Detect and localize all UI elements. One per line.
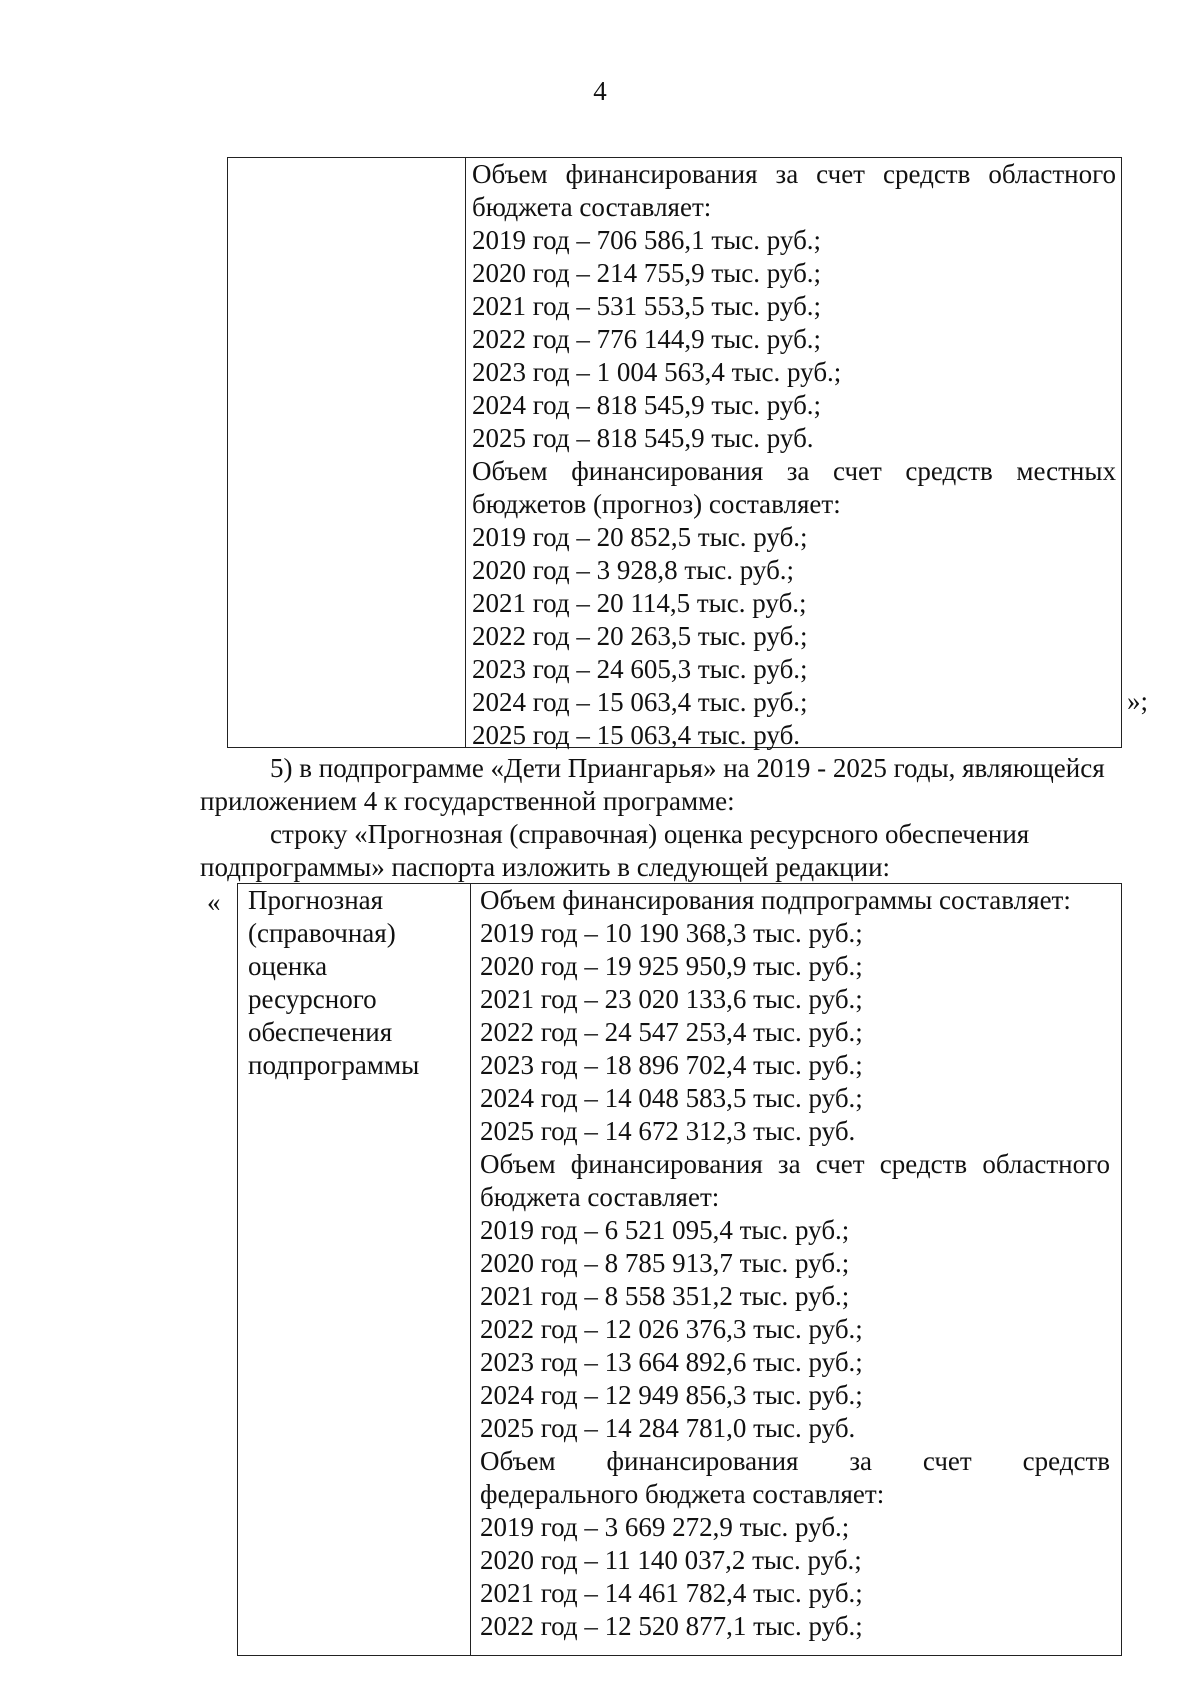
text-line: бюджетов (прогноз) составляет:: [472, 489, 841, 519]
text-line: строку «Прогнозная (справочная) оценка ресурсного обеспечения: [270, 819, 1030, 849]
text-line: 5) в подпрограмме «Дети Приангарья» на 2019 - 2025 годы, являющейся: [270, 753, 1105, 783]
table2-right-cell: [480, 884, 1110, 1643]
text-line: 2022 год – 20 263,5 тыс. руб.;: [472, 621, 808, 651]
text-line: 2024 год – 818 545,9 тыс. руб.;: [472, 390, 822, 420]
text-line: ресурсного: [248, 984, 377, 1014]
text-line: 2021 год – 23 020 133,6 тыс. руб.;: [480, 984, 863, 1014]
page-number: 4: [593, 76, 607, 106]
text-line: 2023 год – 24 605,3 тыс. руб.;: [472, 654, 808, 684]
text-line: бюджета составляет:: [480, 1182, 720, 1212]
paragraph-subprogram: [200, 752, 1150, 818]
table1-closing-quote: »;: [1127, 686, 1149, 716]
text-line: Объем финансирования за счет средств областного: [472, 159, 1116, 189]
table2-column-divider: [470, 883, 471, 1656]
text-line: 2023 год – 18 896 702,4 тыс. руб.;: [480, 1050, 863, 1080]
text-line: федерального бюджета составляет:: [480, 1479, 885, 1509]
text-line: 2019 год – 3 669 272,9 тыс. руб.;: [480, 1512, 850, 1542]
text-line: 2023 год – 1 004 563,4 тыс. руб.;: [472, 357, 842, 387]
text-line: обеспечения: [248, 1017, 393, 1047]
text-line: 2024 год – 12 949 856,3 тыс. руб.;: [480, 1380, 863, 1410]
text-line: 2019 год – 706 586,1 тыс. руб.;: [472, 225, 822, 255]
text-line: 2025 год – 14 672 312,3 тыс. руб.: [480, 1116, 856, 1146]
text-line: 2020 год – 11 140 037,2 тыс. руб.;: [480, 1545, 862, 1575]
text-line: 2024 год – 14 048 583,5 тыс. руб.;: [480, 1083, 863, 1113]
text-line: 2023 год – 13 664 892,6 тыс. руб.;: [480, 1347, 863, 1377]
text-line: (справочная): [248, 918, 396, 948]
text-line: 2021 год – 20 114,5 тыс. руб.;: [472, 588, 807, 618]
table1-right-cell: [472, 158, 1116, 752]
text-line: 2021 год – 8 558 351,2 тыс. руб.;: [480, 1281, 850, 1311]
text-line: 2019 год – 20 852,5 тыс. руб.;: [472, 522, 808, 552]
text-line: 2020 год – 19 925 950,9 тыс. руб.;: [480, 951, 863, 981]
text-line: 2024 год – 15 063,4 тыс. руб.;: [472, 687, 808, 717]
text-line: 2021 год – 531 553,5 тыс. руб.;: [472, 291, 822, 321]
text-line: 2022 год – 776 144,9 тыс. руб.;: [472, 324, 822, 354]
text-line: 2020 год – 8 785 913,7 тыс. руб.;: [480, 1248, 850, 1278]
text-line: Объем финансирования подпрограммы составляет:: [480, 885, 1071, 915]
text-line: 2019 год – 6 521 095,4 тыс. руб.;: [480, 1215, 850, 1245]
text-line: 2020 год – 3 928,8 тыс. руб.;: [472, 555, 795, 585]
text-line: 2025 год – 818 545,9 тыс. руб.: [472, 423, 814, 453]
text-line: Объем финансирования за счет средств: [480, 1446, 1110, 1476]
text-line: подпрограммы» паспорта изложить в следующей редакции:: [200, 852, 891, 882]
text-line: бюджета составляет:: [472, 192, 712, 222]
text-line: Прогнозная: [248, 885, 384, 915]
text-line: Объем финансирования за счет средств местных: [472, 456, 1116, 486]
table2-left-cell: [248, 884, 463, 1082]
text-line: 2025 год – 15 063,4 тыс. руб.: [472, 720, 801, 750]
table2-opening-quote: «: [207, 887, 221, 917]
table1-column-divider: [465, 157, 466, 748]
text-line: Объем финансирования за счет средств областного: [480, 1149, 1110, 1179]
text-line: оценка: [248, 951, 328, 981]
text-line: 2020 год – 214 755,9 тыс. руб.;: [472, 258, 822, 288]
text-line: 2022 год – 24 547 253,4 тыс. руб.;: [480, 1017, 863, 1047]
paragraph-instruction: [200, 818, 1150, 884]
text-line: приложением 4 к государственной программе:: [200, 786, 735, 816]
text-line: 2019 год – 10 190 368,3 тыс. руб.;: [480, 918, 863, 948]
text-line: подпрограммы: [248, 1050, 420, 1080]
text-line: 2025 год – 14 284 781,0 тыс. руб.: [480, 1413, 856, 1443]
text-line: 2022 год – 12 520 877,1 тыс. руб.;: [480, 1611, 863, 1641]
text-line: 2022 год – 12 026 376,3 тыс. руб.;: [480, 1314, 863, 1344]
text-line: 2021 год – 14 461 782,4 тыс. руб.;: [480, 1578, 863, 1608]
